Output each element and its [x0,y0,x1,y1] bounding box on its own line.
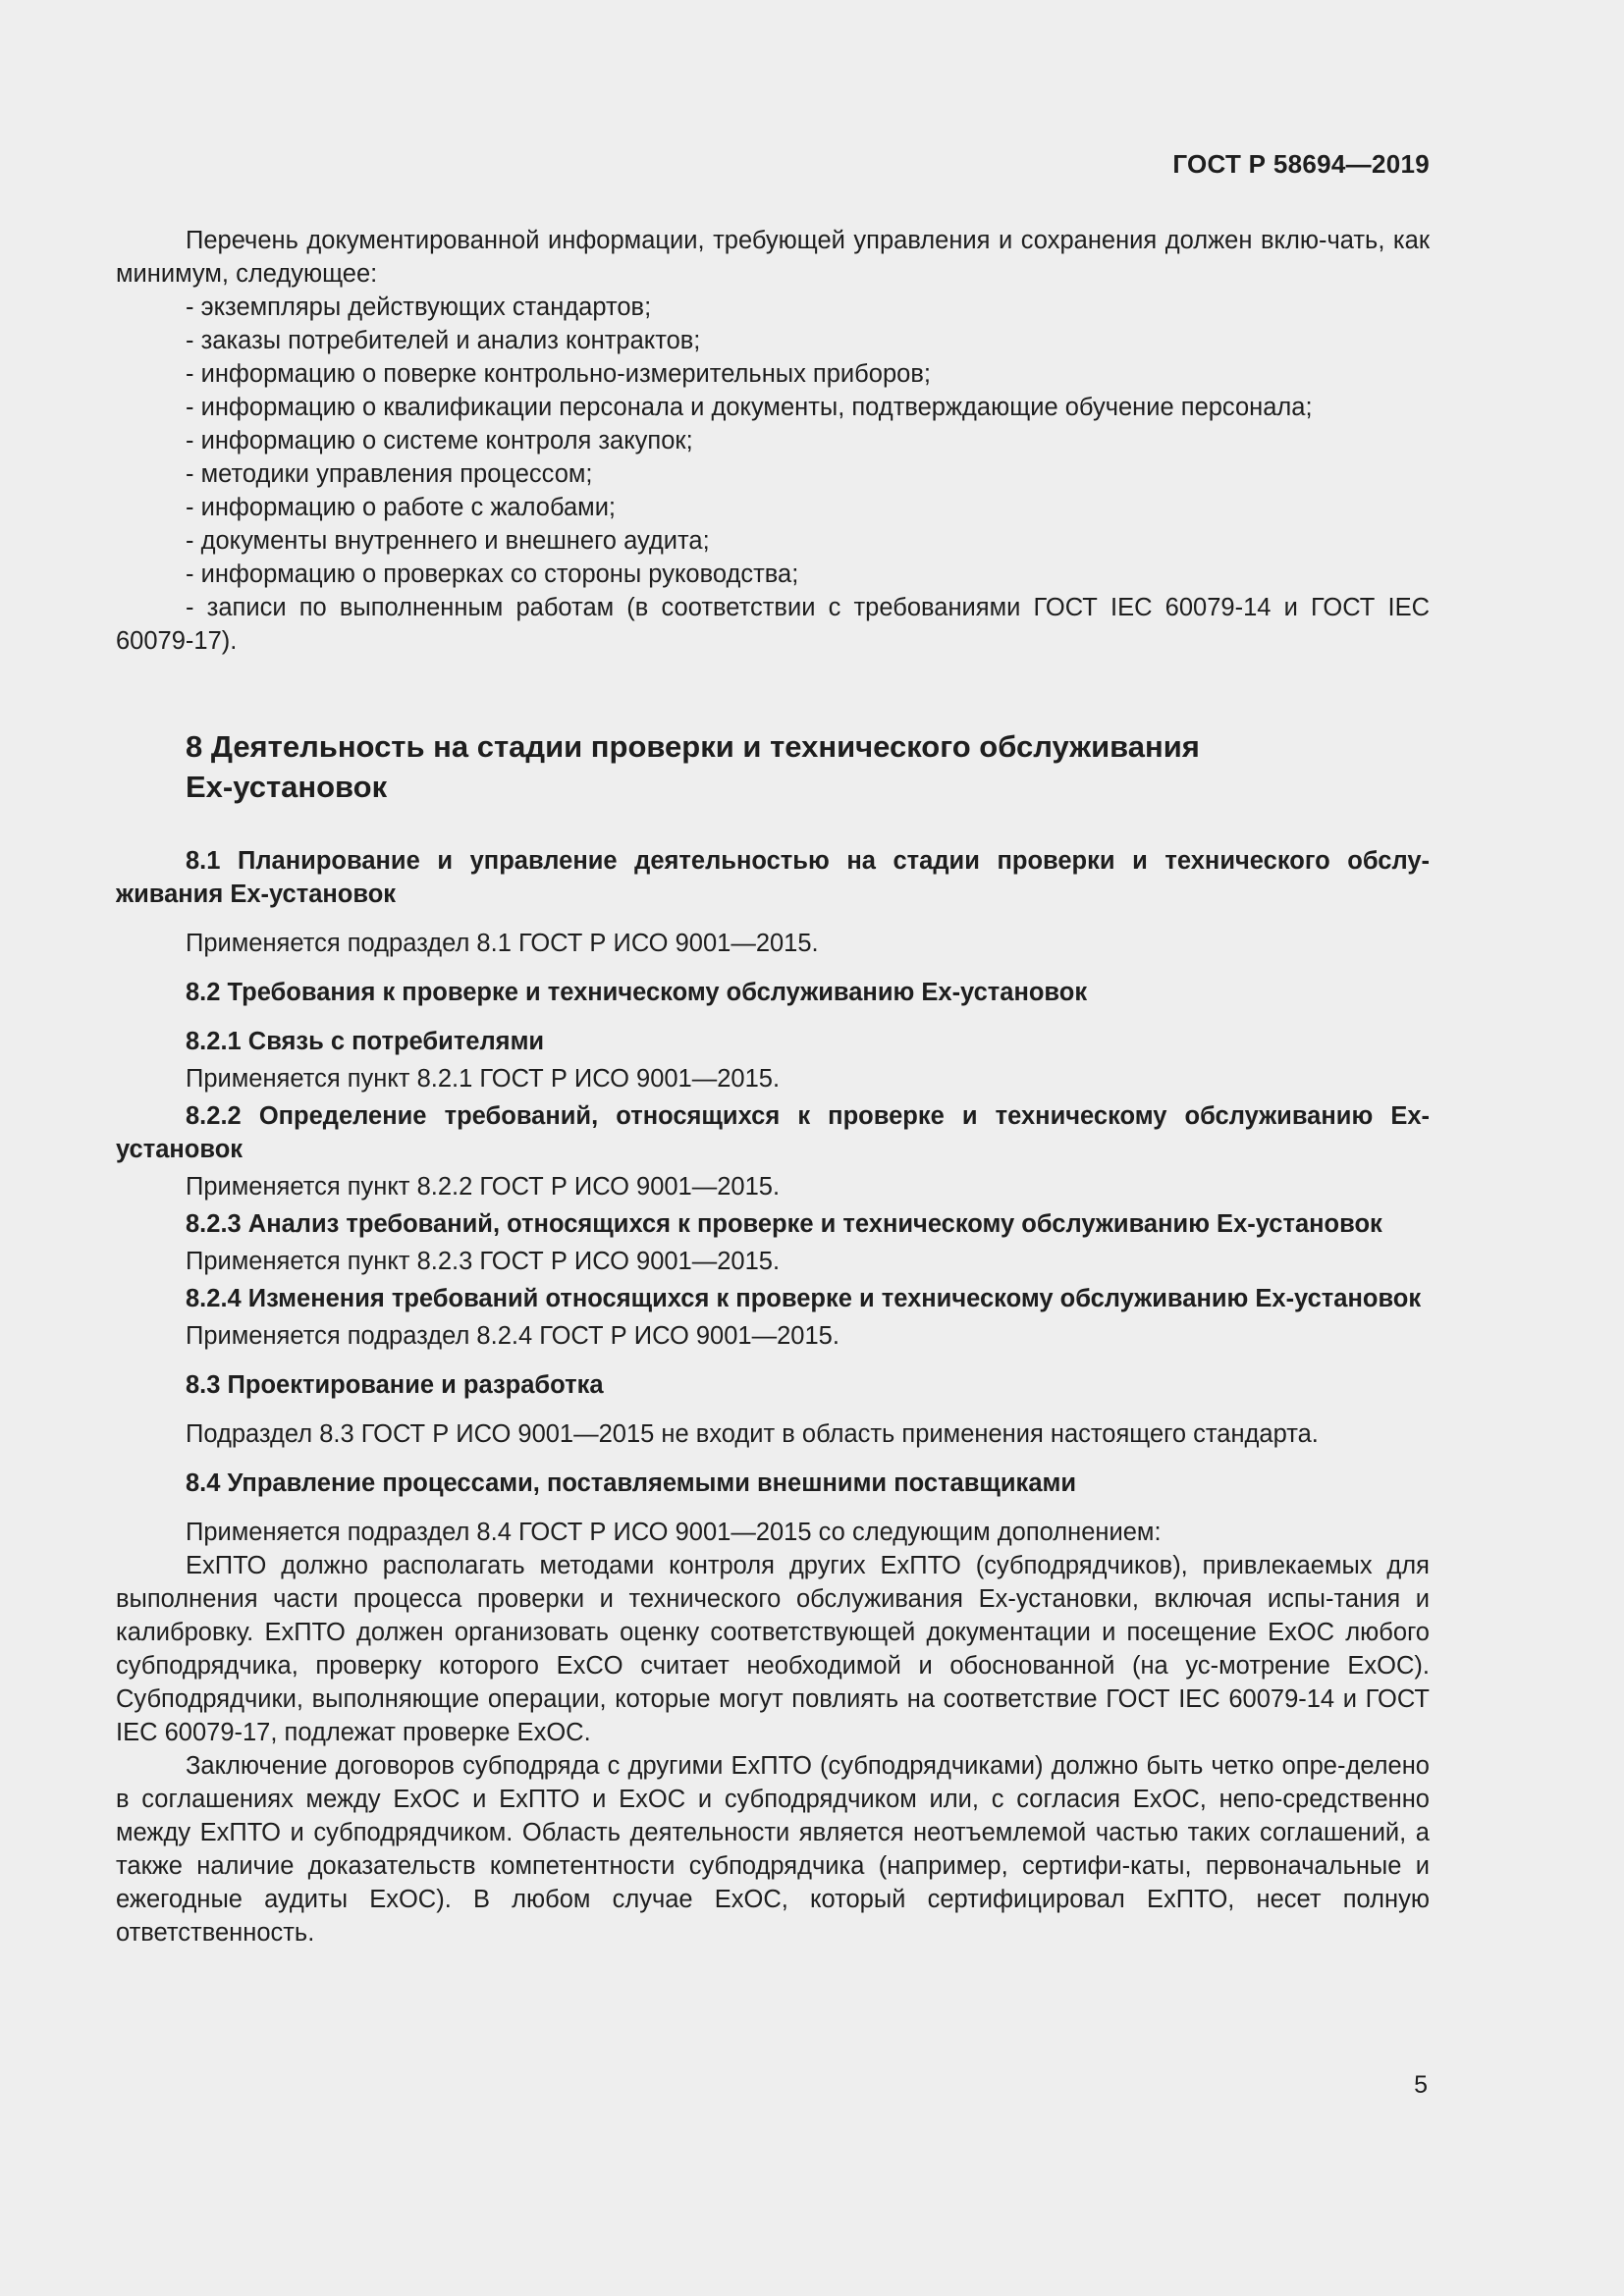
list-item: - информацию о работе с жалобами; [116,491,1430,524]
list-item: - документы внутреннего и внешнего аудита; [116,524,1430,558]
clause-8-2-3-title: 8.2.3 Анализ требований, относящихся к проверке и техническому обслуживанию Ex-установок [186,1210,1382,1238]
subsection-8-1-title: 8.1 Планирование и управление деятельностью на стадии проверки и технического обслу-живания Ex-установок [116,847,1430,908]
page-content [116,224,1430,1949]
list-item: - методики управления процессом; [116,457,1430,491]
clause-8-2-1-title: 8.2.1 Связь с потребителями [186,1028,545,1055]
subsection-8-4-text-intro: Применяется подраздел 8.4 ГОСТ Р ИСО 9001—2015 со следующим дополнением: [186,1519,1162,1546]
clause-8-2-1-text: Применяется пункт 8.2.1 ГОСТ Р ИСО 9001—2015. [186,1065,781,1093]
list-item-last: - записи по выполненным работам (в соответствии с требованиями ГОСТ IEC 60079-14 и ГОСТ IEC 60079-17). [116,594,1430,655]
list-item: - информацию о поверке контрольно-измерительных приборов; [116,357,1430,391]
list-item: - экземпляры действующих стандартов; [116,291,1430,324]
subsection-8-4-text-contracts: Заключение договоров субподряда с другими ExПТО (субподрядчиками) должно быть четко опре-делено в соглашениях между ExOC и ExПТО и ExOC и субподрядчиком или, с согласия ExOC, непо-средственно между ExПТО и субподрядчиком. Область деятельности является неотъемлемой частью таких соглашений, а также наличие доказательств компетентности субподрядчика (например, сертифи-каты, первоначальные и ежегодные аудиты ExOC). В любом случае ExOC, который сертифицировал ExПТО, несет полную ответственность. [116,1752,1430,1947]
subsection-8-4-title: 8.4 Управление процессами, поставляемыми внешними поставщиками [186,1469,1077,1497]
subsection-8-1-text: Применяется подраздел 8.1 ГОСТ Р ИСО 9001—2015. [186,930,819,957]
intro-paragraph: Перечень документированной информации, требующей управления и сохранения должен вклю-чать, как минимум, следующее: [116,227,1430,288]
clause-8-2-2-text: Применяется пункт 8.2.2 ГОСТ Р ИСО 9001—2015. [186,1173,781,1201]
list-item: - заказы потребителей и анализ контрактов; [116,324,1430,357]
subsection-8-3-text: Подраздел 8.3 ГОСТ Р ИСО 9001—2015 не входит в область применения настоящего стандарта. [186,1420,1319,1448]
section-8-title [116,726,1430,807]
section-8-title-line1: 8 Деятельность на стадии проверки и технического обслуживания [186,729,1200,764]
documented-info-list [116,291,1430,591]
page-number: 5 [1414,2071,1428,2099]
clause-8-2-3-text: Применяется пункт 8.2.3 ГОСТ Р ИСО 9001—2015. [186,1248,781,1275]
subsection-8-3-title: 8.3 Проектирование и разработка [186,1371,604,1399]
clause-8-2-4-title: 8.2.4 Изменения требований относящихся к проверке и техническому обслуживанию Ex-установок [186,1285,1422,1312]
list-item: - информацию о проверках со стороны руководства; [116,558,1430,591]
list-item: - информацию о системе контроля закупок; [116,424,1430,457]
clause-8-2-2-title: 8.2.2 Определение требований, относящихся к проверке и техническому обслуживанию Ex-установок [116,1102,1430,1163]
subsection-8-4-text-control: ExПТО должно располагать методами контроля других ExПТО (субподрядчиков), привлекаемых для выполнения части процесса проверки и технического обслуживания Ex-установки, включая испы-тания и калибровку. ExПТО должен организовать оценку соответствующей документации и посещение ExOC любого субподрядчика, проверку которого ExCO считает необходимой и обоснованной (на ус-мотрение ExOC). Субподрядчики, выполняющие операции, которые могут повлиять на соответствие ГОСТ IEC 60079-14 и ГОСТ IEC 60079-17, подлежат проверке ExOC. [116,1552,1430,1746]
section-8-title-line2: Ex-установок [186,770,388,804]
document-code: ГОСТ Р 58694—2019 [1172,149,1430,179]
clause-8-2-4-text: Применяется подраздел 8.2.4 ГОСТ Р ИСО 9001—2015. [186,1322,839,1350]
subsection-8-2-title: 8.2 Требования к проверке и техническому обслуживанию Ex-установок [186,979,1088,1006]
list-item: - информацию о квалификации персонала и документы, подтверждающие обучение персонала; [116,391,1430,424]
